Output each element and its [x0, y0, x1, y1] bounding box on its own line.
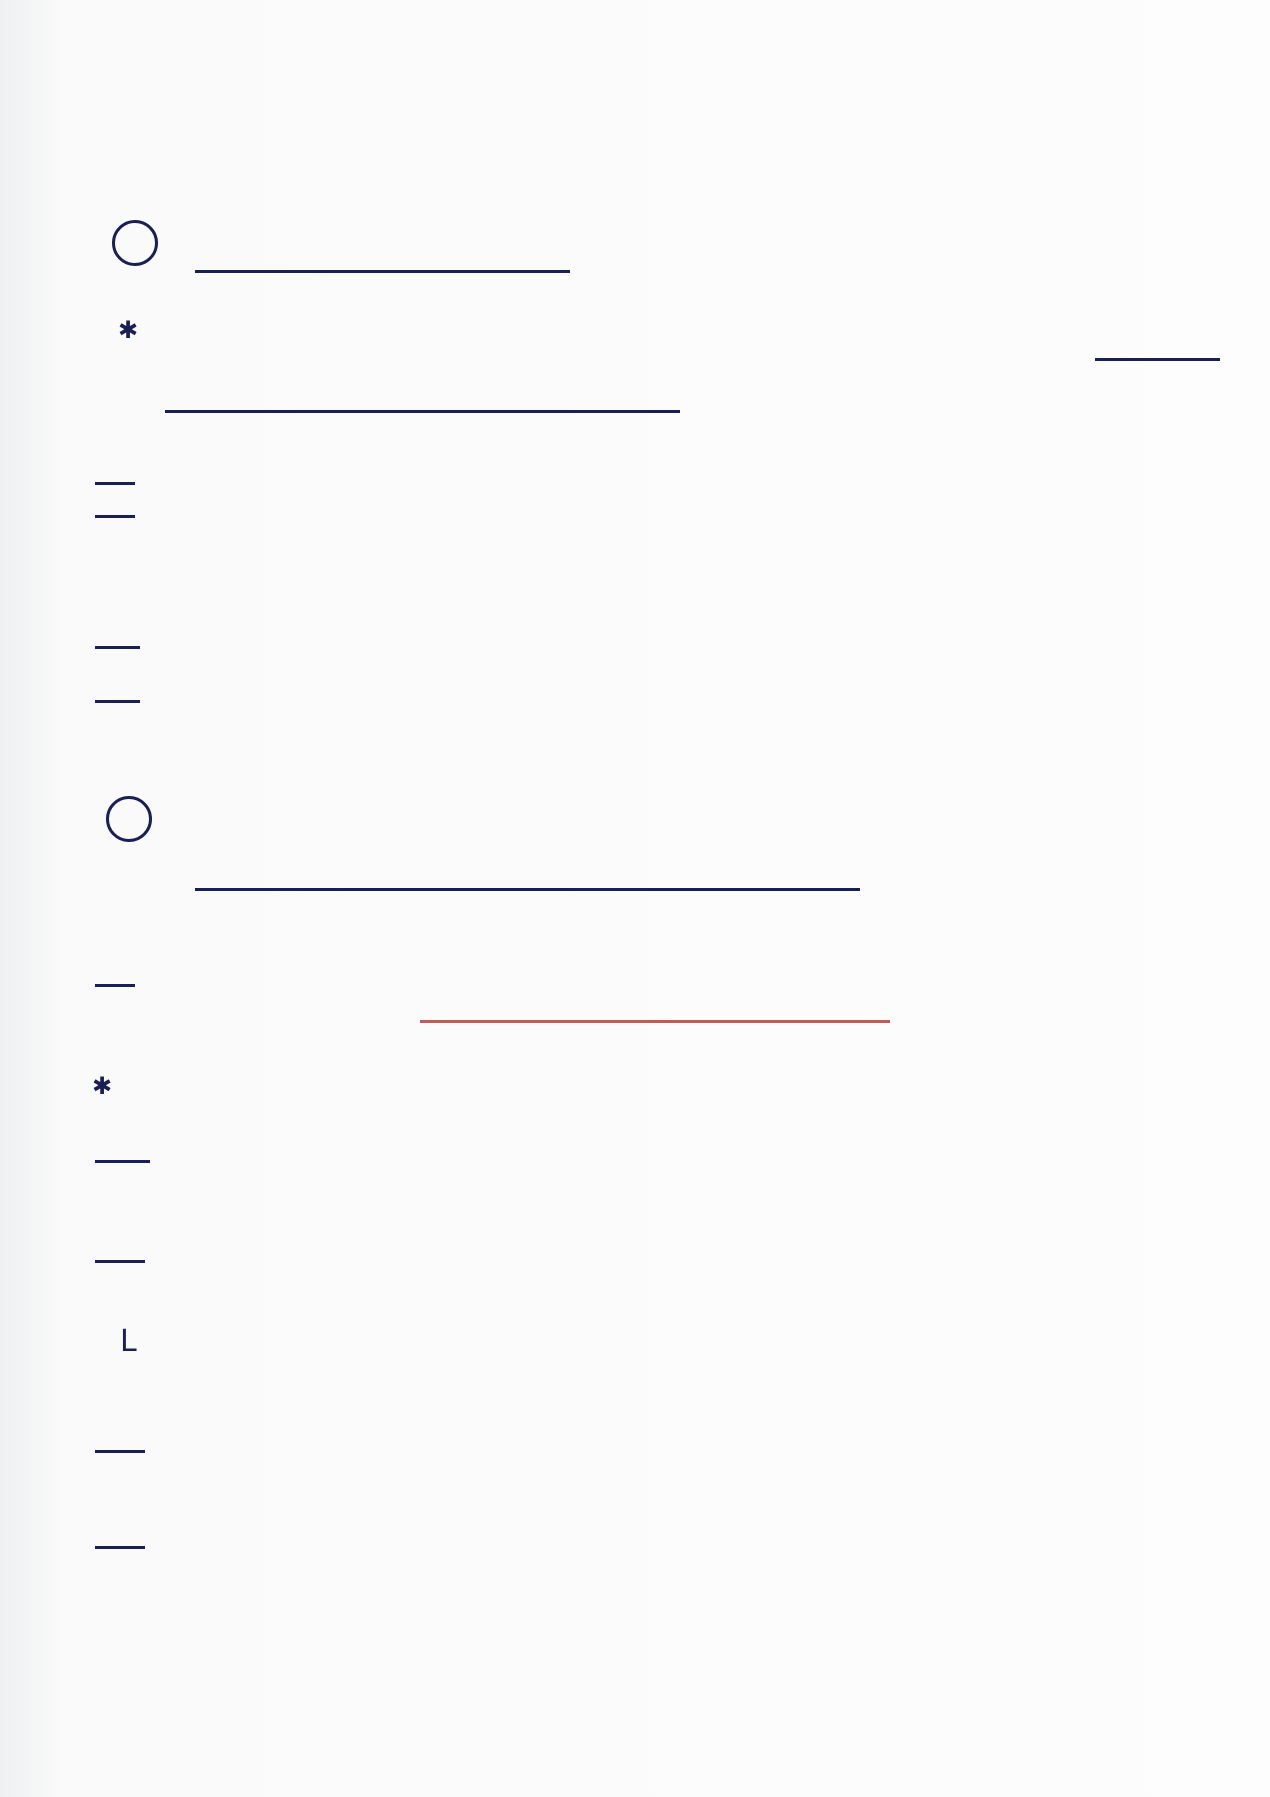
- sub-item-marker: L: [120, 1324, 137, 1359]
- bullet-dash: [95, 1160, 150, 1163]
- section-number-1: [112, 220, 158, 266]
- section-1-heading-underline: [195, 270, 570, 273]
- section-1-star-underline: [165, 410, 680, 413]
- bullet-dash: [95, 1450, 145, 1453]
- bullet-dash: [95, 515, 135, 518]
- star-icon: ✱: [92, 1072, 113, 1100]
- section-2-bullet-1-underline: [420, 1020, 890, 1023]
- bullet-dash: [95, 700, 140, 703]
- section-2-heading-underline: [195, 888, 860, 891]
- section-number-2: [106, 796, 152, 842]
- bullet-dash: [95, 984, 135, 987]
- bullet-dash: [95, 1546, 145, 1549]
- star-icon: ✱: [118, 316, 139, 344]
- bullet-dash: [95, 646, 140, 649]
- bullet-dash: [95, 1260, 145, 1263]
- section-1-second-underline: [1095, 358, 1220, 361]
- bullet-dash: [95, 482, 135, 485]
- spiral-binding: [0, 0, 90, 1797]
